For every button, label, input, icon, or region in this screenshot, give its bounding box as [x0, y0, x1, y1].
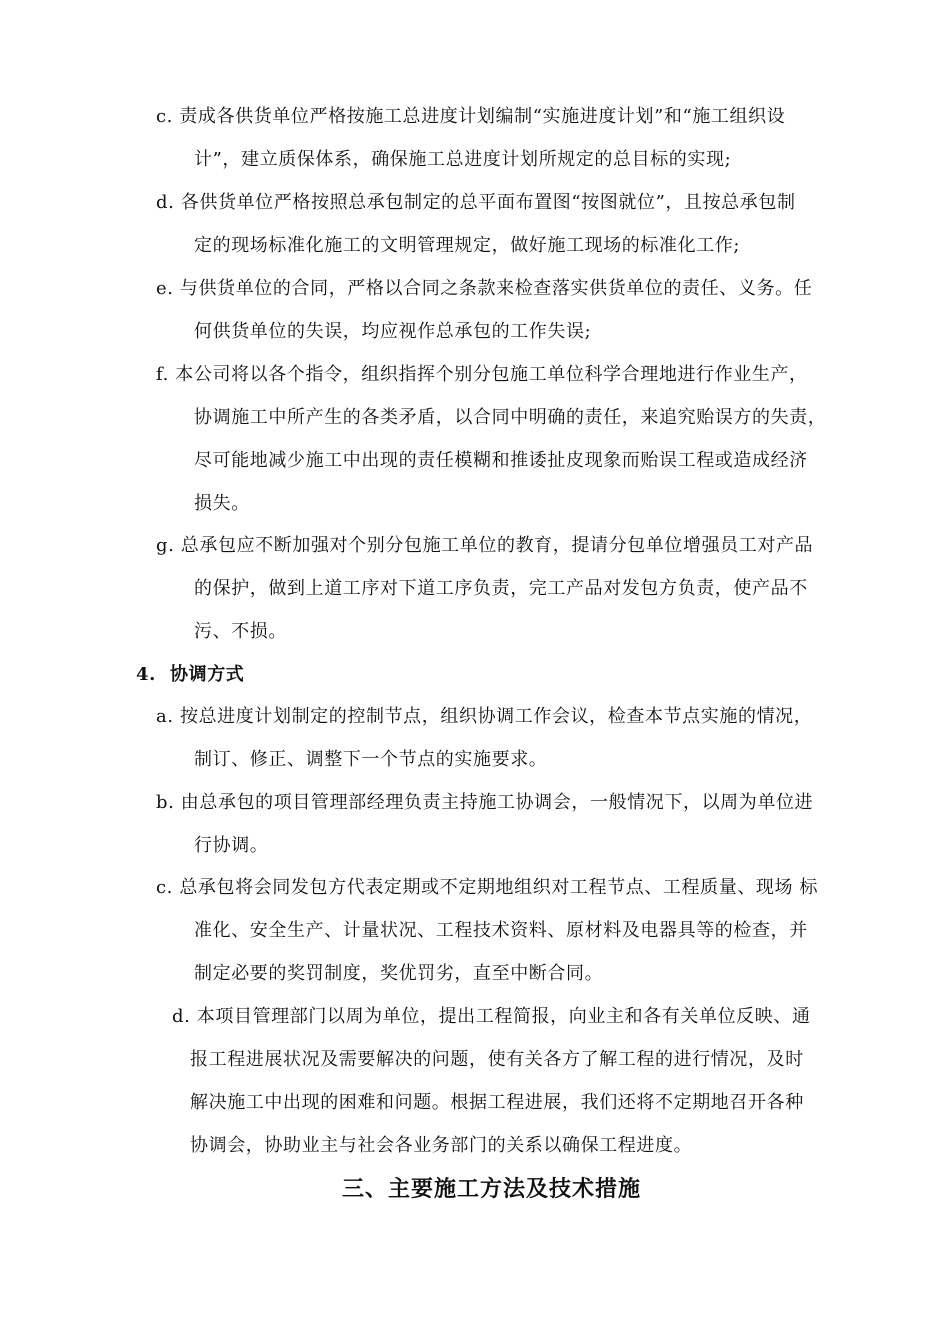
item-e-line-2: 何供货单位的失误，均应视作总承包的工作失误; [194, 321, 592, 342]
item-f-line-3: 尽可能地减少施工中出现的责任模糊和推诿扯皮现象而贻误工程或造成经济 [194, 450, 808, 471]
item-4d-line-2: 报工程进展状况及需要解决的问题，使有关各方了解工程的进行情况，及时 [190, 1049, 804, 1070]
item-f-line-4: 损失。 [194, 493, 250, 514]
item-g-line-1: g. 总承包应不断加强对个别分包施工单位的教育，提请分包单位增强员工对产品 [156, 535, 814, 556]
item-4c-line-2: 准化、安全生产、计量状况、工程技术资料、原材料及电器具等的检查，并 [194, 920, 808, 941]
section-three-title: 三、主要施工方法及技术措施 [342, 1176, 642, 1202]
section-4-number: 4. [136, 664, 156, 685]
section-4-title: 协调方式 [170, 664, 245, 685]
item-g-line-3: 污、不损。 [194, 621, 287, 642]
item-4c-line-3: 制定必要的奖罚制度，奖优罚劣，直至中断合同。 [194, 963, 604, 984]
item-4b-line-1: b. 由总承包的项目管理部经理负责主持施工协调会，一般情况下，以周为单位进 [156, 792, 814, 813]
item-e-line-1: e. 与供货单位的合同，严格以合同之条款来检查落实供货单位的责任、义务。任 [156, 278, 813, 299]
item-4a-line-2: 制订、修正、调整下一个节点的实施要求。 [194, 749, 548, 770]
item-4d-line-1: d. 本项目管理部门以周为单位，提出工程简报，向业主和各有关单位反映、通 [172, 1006, 811, 1027]
item-f-line-2: 协调施工中所产生的各类矛盾，以合同中明确的责任，来追究贻误方的失责， [194, 407, 827, 428]
item-4d-line-4: 协调会，协助业主与社会各业务部门的关系以确保工程进度。 [190, 1135, 693, 1156]
item-d-line-1: d. 各供货单位严格按照总承包制定的总平面布置图“按图就位”，且按总承包制 [156, 192, 796, 213]
item-d-line-2: 定的现场标准化施工的文明管理规定，做好施工现场的标准化工作; [194, 235, 741, 256]
item-g-line-2: 的保护，做到上道工序对下道工序负责，完工产品对发包方负责，使产品不 [194, 578, 808, 599]
item-f-line-1: f. 本公司将以各个指令，组织指挥个别分包施工单位科学合理地进行作业生产， [156, 364, 808, 385]
item-4d-line-3: 解决施工中出现的困难和问题。根据工程进展，我们还将不定期地召开各种 [190, 1092, 804, 1113]
item-c-line-1: c. 责成各供货单位严格按施工总进度计划编制“实施进度计划”和“施工组织设 [156, 106, 786, 127]
item-4b-line-2: 行协调。 [194, 835, 269, 856]
item-4a-line-1: a. 按总进度计划制定的控制节点，组织协调工作会议，检查本节点实施的情况， [156, 706, 813, 727]
section-4-heading [136, 663, 244, 687]
item-c-line-2: 计”，建立质保体系，确保施工总进度计划所规定的总目标的实现; [194, 149, 732, 170]
item-4c-line-1: c. 总承包将会同发包方代表定期或不定期地组织对工程节点、工程质量、现场 标 [156, 877, 819, 898]
